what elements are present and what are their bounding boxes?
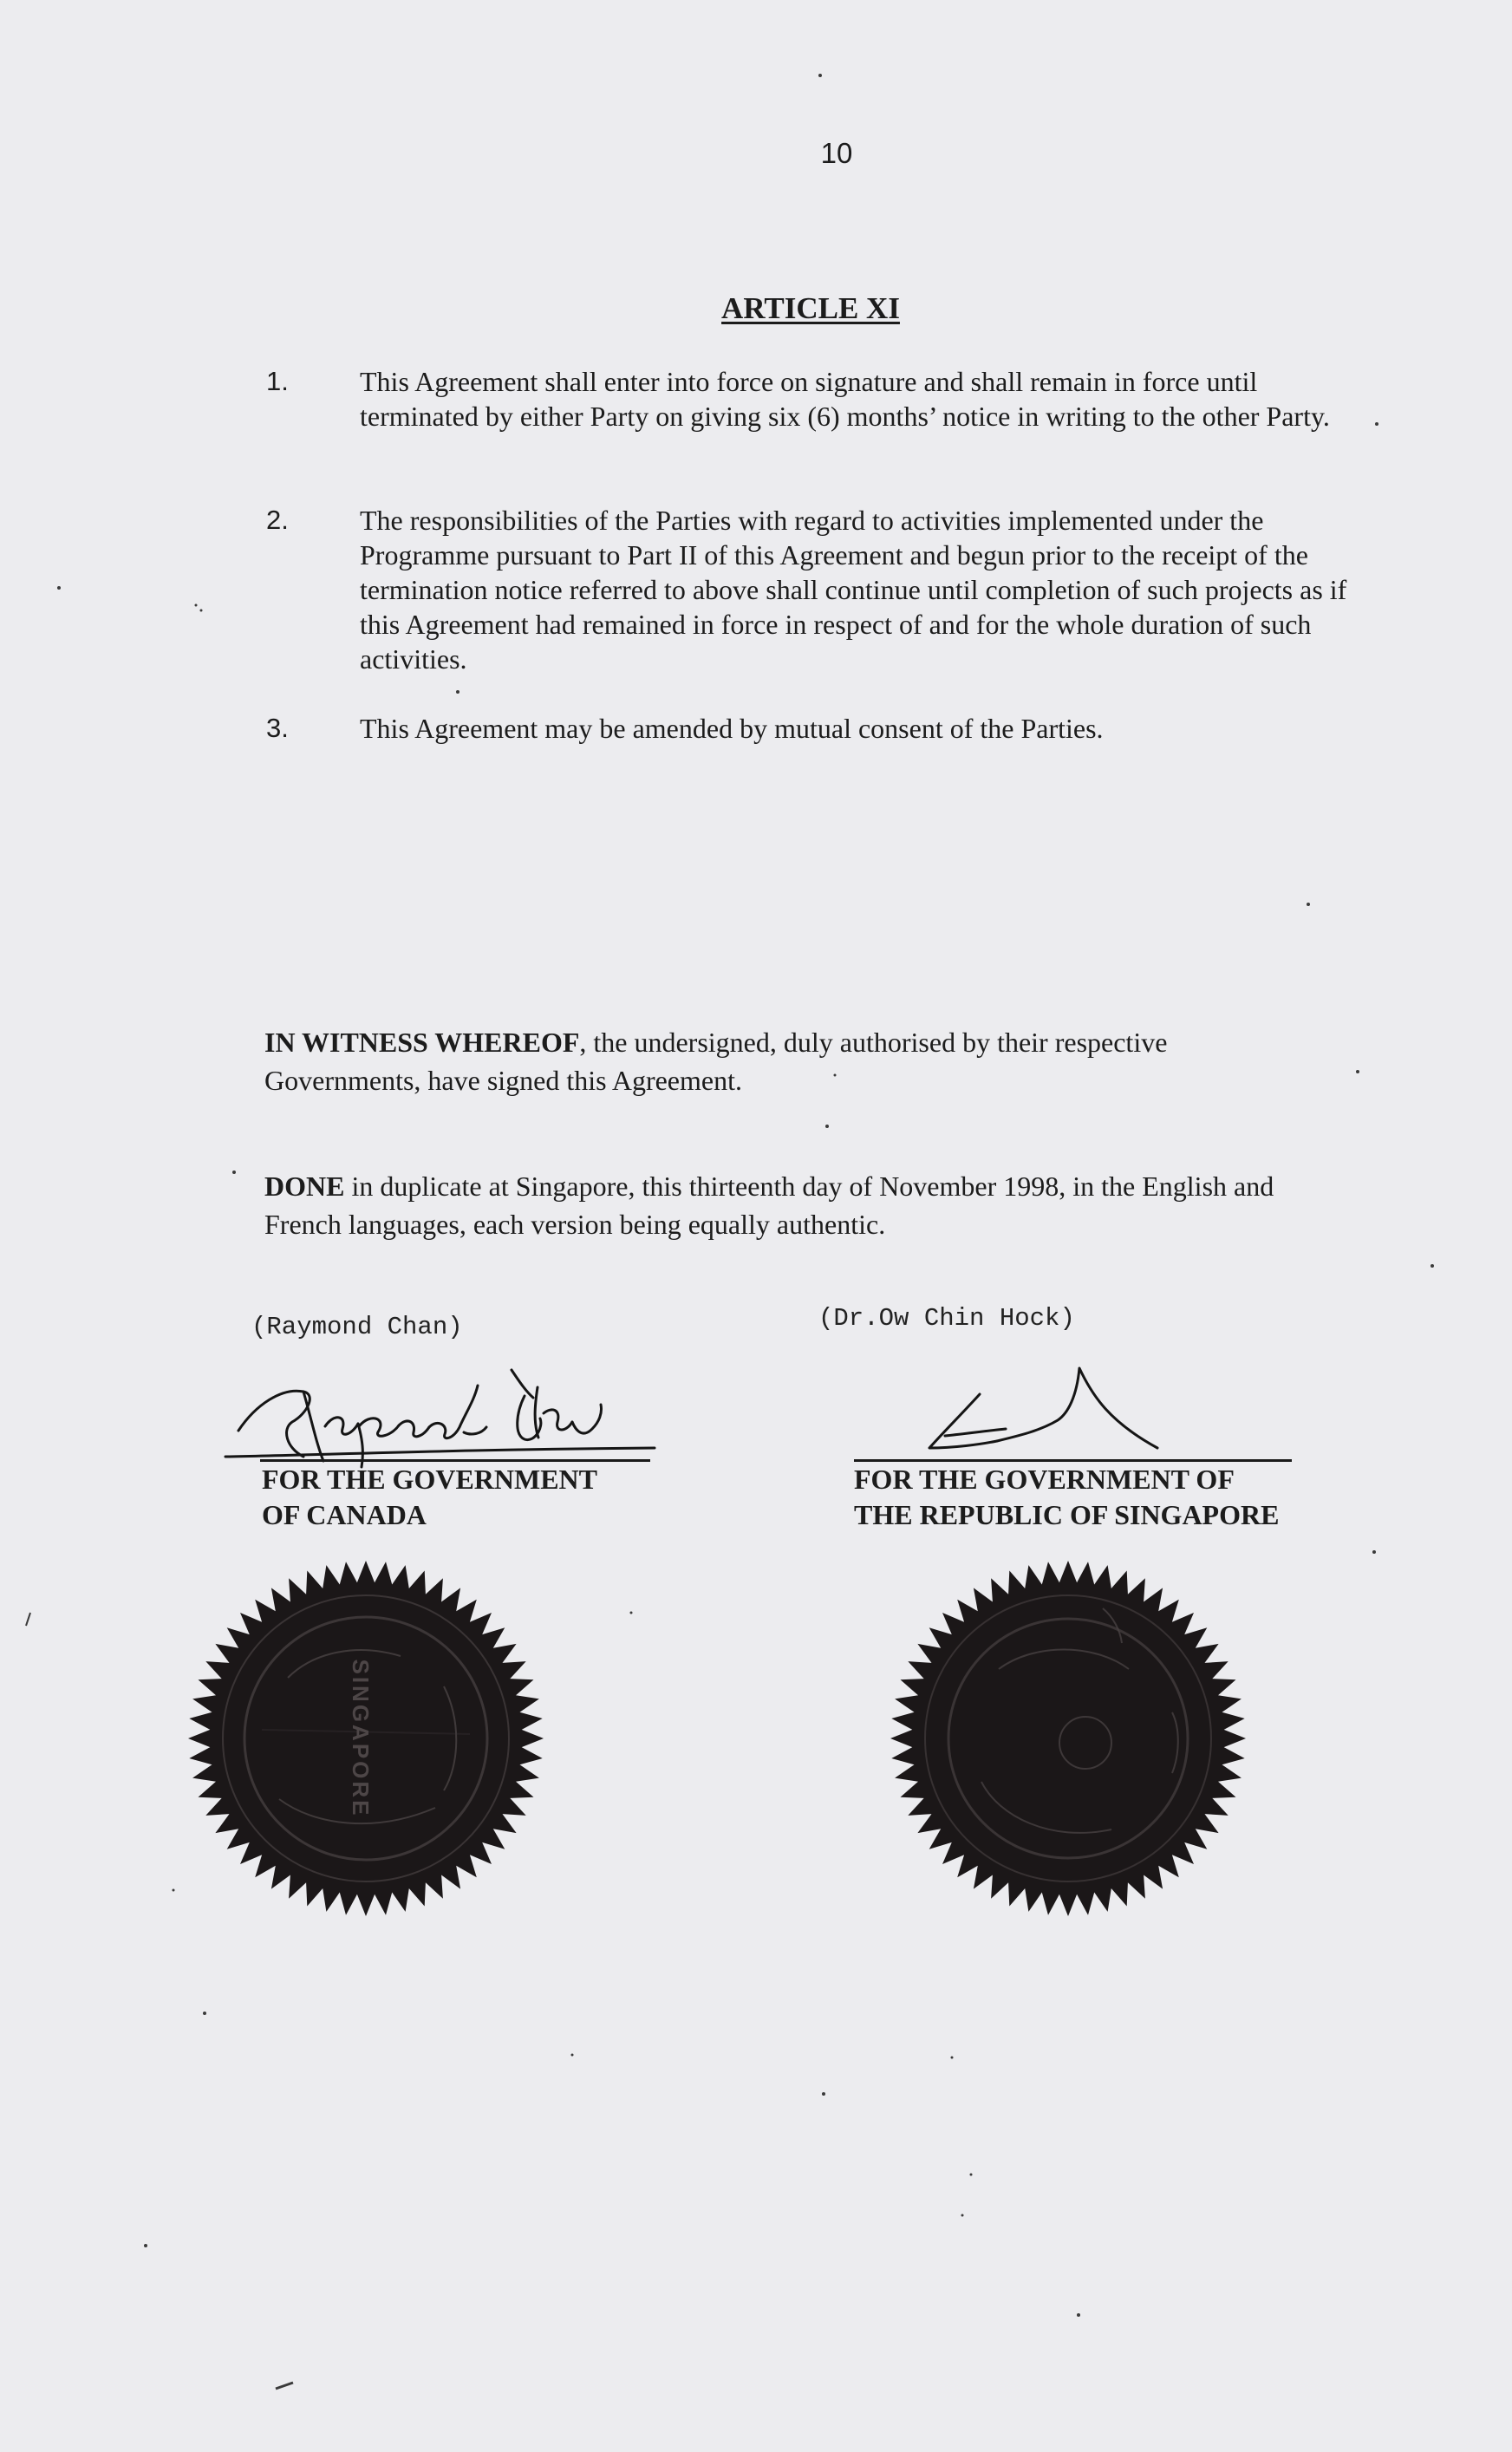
typed-name-right: (Dr.Ow Chin Hock) <box>818 1304 1075 1333</box>
done-text: in duplicate at Singapore, this thirteenth day of November 1998, in the English and French languages, each version being equally authentic. <box>264 1171 1274 1240</box>
government-label-line: THE REPUBLIC OF SINGAPORE <box>854 1499 1280 1530</box>
clause-text: This Agreement shall enter into force on signature and shall remain in force until terminated by either Party on giving six (6) months’ notice in writing to the other Party. <box>360 366 1330 432</box>
government-label-line: OF CANADA <box>262 1499 427 1530</box>
done-lead: DONE <box>264 1171 345 1202</box>
typed-name-left: (Raymond Chan) <box>251 1313 463 1341</box>
witness-text: , the undersigned, duly authorised by their respective Governments, have signed this Agreement. <box>264 1027 1168 1096</box>
clause-number: 3. <box>266 713 289 743</box>
seal-emboss-text: SINGAPORE <box>348 1659 374 1818</box>
page-number: 10 <box>820 137 853 169</box>
clause-number: 2. <box>266 505 289 535</box>
article-heading: ARTICLE XI <box>721 291 900 325</box>
clause-text: This Agreement may be amended by mutual consent of the Parties. <box>360 713 1104 744</box>
government-label-line: FOR THE GOVERNMENT <box>262 1464 597 1495</box>
witness-lead: IN WITNESS WHEREOF <box>264 1027 580 1058</box>
clause-text: The responsibilities of the Parties with regard to activities implemented under the Programme pursuant to Part II of this Agreement and begun prior to the receipt of the termination notice referred to above shall continue until completion of such projects as if this Agreement had remained in force in respect of and for the whole duration of such activities. <box>360 505 1347 675</box>
government-label-line: FOR THE GOVERNMENT OF <box>854 1464 1235 1495</box>
clause-number: 1. <box>266 366 289 396</box>
